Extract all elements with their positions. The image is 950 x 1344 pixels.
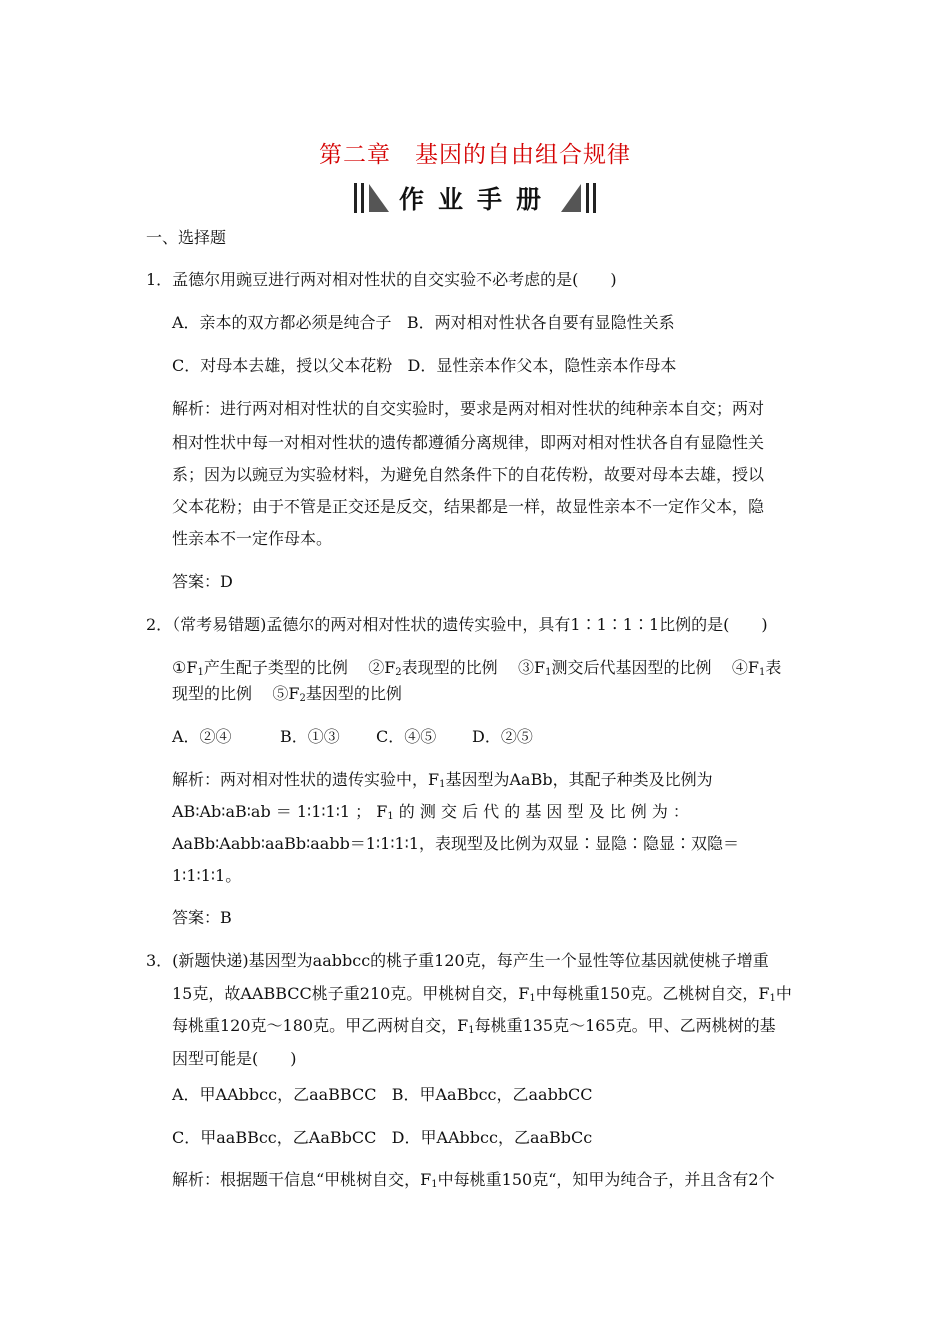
- q3-stem-line1: 3．(新题快递)基因型为aabbcc的桃子重120克，每产生一个显性等位基因就使桃子增重: [146, 951, 769, 970]
- banner-right-bar: [586, 183, 589, 213]
- q1-options-cd: [172, 356, 676, 376]
- q1-stem: 1．孟德尔用豌豆进行两对相对性状的自交实验不必考虑的是( ): [146, 270, 617, 289]
- q2-item-1: $①F_1$产生配子类型的比例: [172, 658, 348, 678]
- q2-stem: 2．（常考易错题)孟德尔的两对相对性状的遗传实验中，具有1∶1∶1∶1比例的是( ): [146, 615, 768, 634]
- q1-options-ab: [172, 313, 675, 333]
- q1-answer: 答案：D: [172, 572, 233, 591]
- q1-option-a: A．亲本的双方都必须是纯合子: [172, 313, 392, 332]
- homework-banner: [0, 178, 950, 218]
- q3-stem-line2: 15克，故AABBCC桃子重210克。甲桃树自交，$F_1$中每桃重150克。乙桃树自交，$F_1$中: [172, 984, 792, 1004]
- q3-stem-line3: 每桃重120克～180克。甲乙两树自交，$F_1$每桃重135克～165克。甲、乙两桃树的基: [172, 1016, 776, 1036]
- q2-analysis-line1: 解析：两对相对性状的遗传实验中，$F_1$基因型为AaBb，其配子种类及比例为: [172, 770, 713, 790]
- q3-option-d: D．甲AAbbcc，乙aaBbCc: [391, 1128, 593, 1147]
- q1-analysis-line: 解析：进行两对相对性状的自交实验时，要求是两对相对性状的纯种亲本自交；两对: [172, 399, 765, 418]
- q3-options-cd: [172, 1128, 592, 1148]
- q2-analysis-line3: AaBb∶Aabb∶aaBb∶aabb＝1∶1∶1∶1，表现型及比例为双显∶显隐∶隐显∶双隐＝: [172, 834, 740, 853]
- q2-items-line1: [172, 658, 781, 683]
- q2-item-2: $②F_2$表现型的比例: [368, 658, 498, 678]
- q3-option-a: A．甲AAbbcc，乙aaBBCC: [172, 1085, 377, 1104]
- banner-right-bar-2: [593, 183, 596, 213]
- q2-analysis-line4: 1∶1∶1∶1。: [172, 866, 242, 885]
- q2-answer: 答案：B: [172, 908, 232, 927]
- q1-option-c: C．对母本去雄，授以父本花粉: [172, 356, 393, 375]
- q1-option-b: B．两对相对性状各自要有显隐性关系: [406, 313, 675, 332]
- q2-option-c: C．④⑤: [376, 727, 437, 746]
- q2-item-3: $③F_1$测交后代基因型的比例: [518, 658, 712, 678]
- q3-option-c: C．甲aaBBcc，乙AaBbCC: [172, 1128, 377, 1147]
- q2-item-5: $⑤F_2$基因型的比例: [272, 684, 402, 704]
- q1-analysis-line: 父本花粉；由于不管是正交还是反交，结果都是一样，故显性亲本不一定作父本，隐: [172, 497, 765, 516]
- q3-analysis-line1: 解析：根据题干信息“甲桃树自交，$F_1$中每桃重150克“，知甲为纯合子，并且含有2个: [172, 1170, 775, 1190]
- q3-stem-line4: 因型可能是( ): [172, 1049, 297, 1068]
- banner-right-triangle-icon: [561, 184, 581, 212]
- banner-left-bar-2: [361, 183, 364, 213]
- chapter-title: 第二章 基因的自由组合规律: [319, 142, 631, 168]
- section-heading: 一、选择题: [146, 228, 227, 247]
- banner-title: 作业手册: [398, 185, 555, 214]
- q2-options: [172, 727, 533, 747]
- q2-option-b: B．①③: [280, 727, 340, 746]
- q2-item-4: $④F_1$表: [731, 658, 782, 678]
- q3-option-b: B．甲AaBbcc，乙aabbCC: [391, 1085, 593, 1104]
- q3-options-ab: [172, 1085, 593, 1105]
- q1-analysis-line: 性亲本不一定作母本。: [172, 529, 333, 548]
- q1-option-d: D．显性亲本作父本，隐性亲本作母本: [407, 356, 677, 375]
- banner-left-triangle-icon: [369, 184, 389, 212]
- q2-analysis-line2: AB∶Ab∶aB∶ab ＝ 1∶1∶1∶1 ； $F_1$ 的 测 交 后 代 的 基 因 型 及 比 例 为 ：: [172, 802, 689, 822]
- q2-option-a: A．②④: [172, 727, 232, 746]
- banner-left-bar: [354, 183, 357, 213]
- q2-items-line2: 现型的比例 $⑤F_2$基因型的比例: [172, 684, 402, 704]
- q1-analysis-line: 系；因为以豌豆为实验材料，为避免自然条件下的自花传粉，故要对母本去雄，授以: [172, 465, 765, 484]
- q2-option-d: D．②⑤: [472, 727, 533, 746]
- q1-analysis-line: 相对性状中每一对相对性状的遗传都遵循分离规律，即两对相对性状各自有显隐性关: [172, 433, 765, 452]
